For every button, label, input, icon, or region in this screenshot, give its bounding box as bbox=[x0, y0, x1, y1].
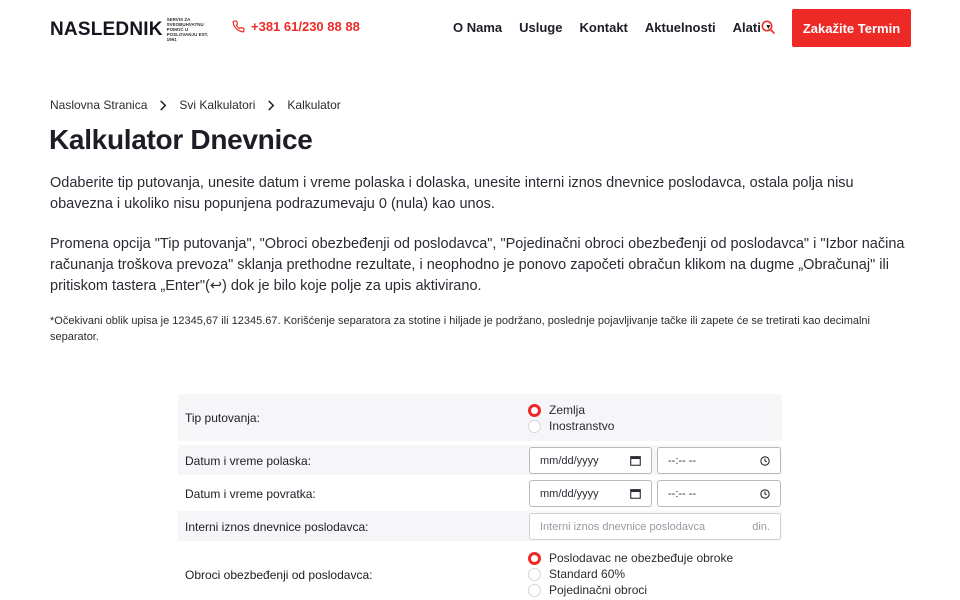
radio-individual-meals-label: Pojedinačni obroci bbox=[549, 583, 648, 597]
clock-icon[interactable] bbox=[760, 489, 770, 499]
breadcrumb-current: Kalkulator bbox=[287, 98, 341, 112]
radio-unchecked-icon bbox=[528, 584, 541, 597]
row-return bbox=[178, 478, 782, 508]
logo[interactable] bbox=[50, 17, 215, 42]
departure-date-input[interactable] bbox=[529, 447, 652, 474]
radio-unchecked-icon bbox=[528, 420, 541, 433]
nav-alati-label: Alati bbox=[732, 20, 761, 35]
phone-link[interactable] bbox=[232, 19, 360, 34]
row-trip-type bbox=[178, 394, 782, 441]
site-header bbox=[0, 0, 960, 56]
breadcrumb-home[interactable]: Naslovna Stranica bbox=[50, 98, 148, 112]
radio-standard-60-label: Standard 60% bbox=[549, 567, 626, 581]
radio-unchecked-icon bbox=[528, 568, 541, 581]
chevron-down-icon: ▼ bbox=[764, 24, 772, 31]
radio-inostranstvo[interactable] bbox=[528, 418, 614, 434]
chevron-right-icon bbox=[267, 100, 275, 111]
breadcrumb-all-calculators[interactable]: Svi Kalkulatori bbox=[179, 98, 256, 112]
departure-date-placeholder: mm/dd/yyyy bbox=[540, 454, 599, 467]
calculator-form bbox=[178, 394, 782, 597]
radio-checked-icon bbox=[528, 404, 541, 417]
allowance-placeholder: Interni iznos dnevnice poslodavca bbox=[540, 520, 706, 533]
intro-text: Odaberite tip putovanja, unesite datum i vreme polaska i dolaska, unesite interni iznos dnevnice poslodavca, ostala polja nisu obavezna i ukoliko nisu popunjena podrazumevaju 0 (nula) kao unos. bbox=[50, 175, 854, 212]
search-icon[interactable] bbox=[760, 19, 776, 40]
phone-icon bbox=[232, 20, 245, 33]
radio-standard-60[interactable] bbox=[528, 566, 733, 582]
calendar-icon[interactable] bbox=[630, 488, 641, 499]
row-meals bbox=[178, 541, 782, 597]
trip-type-label: Tip putovanja: bbox=[185, 411, 260, 425]
calendar-icon[interactable] bbox=[630, 455, 641, 466]
radio-zemlja[interactable] bbox=[528, 402, 614, 418]
departure-time-placeholder: --:-- -- bbox=[668, 454, 697, 467]
page-title: Kalkulator Dnevnice bbox=[49, 124, 313, 155]
allowance-label: Interni iznos dnevnice poslodavca: bbox=[185, 520, 369, 534]
nav-o-nama[interactable]: O Nama bbox=[453, 20, 503, 35]
format-note: *Očekivani oblik upisa je 12345,67 ili 12345.67. Korišćenje separatora za stotine i hiljade je podržano, poslednje pojavljivanje tačke ili zapete će se tretirati kao decimalni separator. bbox=[50, 315, 870, 343]
radio-no-meals[interactable] bbox=[528, 550, 733, 566]
radio-no-meals-label: Poslodavac ne obezbeđuje obroke bbox=[549, 551, 734, 565]
logo-tagline: SERVIS ZA SVEOBUHVATNU POMOĆ U POSLOVANJU EST. 1991 bbox=[166, 17, 209, 42]
book-appointment-button[interactable]: Zakažite Termin bbox=[792, 9, 911, 47]
row-allowance bbox=[178, 511, 782, 541]
radio-checked-icon bbox=[528, 552, 541, 565]
nav-usluge[interactable]: Usluge bbox=[519, 20, 563, 35]
departure-label: Datum i vreme polaska: bbox=[185, 454, 312, 468]
radio-zemlja-label: Zemlja bbox=[549, 403, 586, 417]
nav-kontakt[interactable]: Kontakt bbox=[579, 20, 628, 35]
departure-time-input[interactable] bbox=[657, 447, 781, 474]
chevron-right-icon bbox=[159, 100, 167, 111]
return-time-placeholder: --:-- -- bbox=[668, 487, 697, 500]
row-departure bbox=[178, 445, 782, 475]
meals-options bbox=[528, 550, 733, 598]
phone-number: +381 61/230 88 88 bbox=[251, 19, 360, 34]
return-date-placeholder: mm/dd/yyyy bbox=[540, 487, 599, 500]
breadcrumb bbox=[50, 98, 341, 112]
return-label: Datum i vreme povratka: bbox=[185, 487, 316, 501]
meals-label: Obroci obezbeđenji od poslodavca: bbox=[185, 568, 373, 582]
allowance-input[interactable] bbox=[529, 513, 781, 540]
clock-icon[interactable] bbox=[760, 456, 770, 466]
radio-inostranstvo-label: Inostranstvo bbox=[549, 419, 615, 433]
allowance-unit: din. bbox=[752, 520, 770, 533]
info-text: Promena opcija "Tip putovanja", "Obroci obezbeđenji od poslodavca", "Pojedinačni obroci obezbeđenji od poslodavca" i "Izbor načina računanja troškova prevoza" sklanja prethodne rezultate, i neophodno je ponovo započeti obračun klikom na dugme „Obračunaj" ili pritiskom tastera „Enter"(↩) dok je bilo koje polje za upis aktivirano. bbox=[50, 236, 905, 294]
main-nav bbox=[453, 20, 772, 35]
radio-individual-meals[interactable] bbox=[528, 582, 733, 598]
return-time-input[interactable] bbox=[657, 480, 781, 507]
trip-type-options bbox=[528, 402, 614, 434]
logo-wordmark: NASLEDNIK bbox=[50, 18, 163, 40]
return-date-input[interactable] bbox=[529, 480, 652, 507]
nav-aktuelnosti[interactable]: Aktuelnosti bbox=[644, 20, 716, 35]
